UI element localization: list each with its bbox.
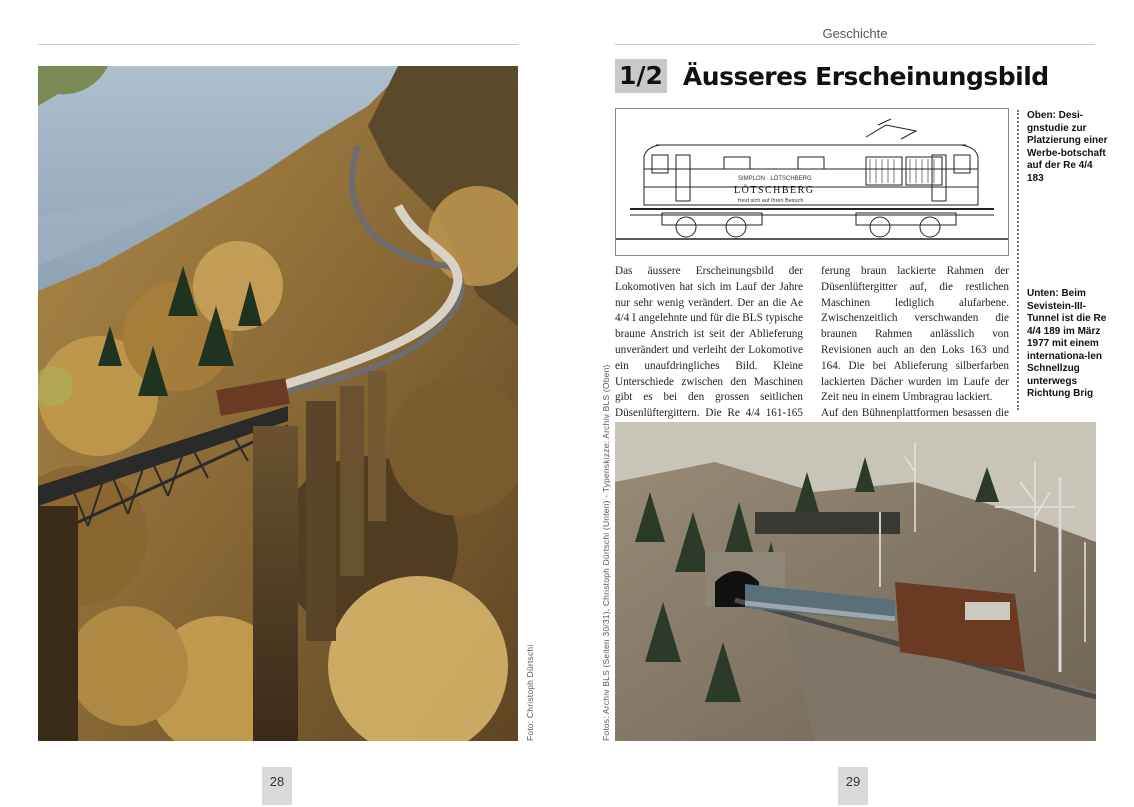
viaduct-photo — [38, 66, 518, 741]
body-column-1 — [615, 264, 803, 438]
tunnel-photo-art — [615, 422, 1096, 741]
section-heading — [615, 58, 1049, 94]
running-head: Geschichte — [822, 26, 888, 41]
locomotive-sketch-art — [616, 109, 1008, 255]
tunnel-photo — [615, 422, 1096, 741]
body-paragraph-1: Das äussere Erscheinungsbild der Lokomotiven hat sich im Lauf der Jahre nur sehr wenig verändert. Der an die Ae 4/4 I angelehnte und für die BLS typische braune Anstrich ist seit der Ablieferung unverändert und verleiht der Lokomotive ein unaufdringliches Bild. Kleine Unterschiede zwischen den Maschinen gibt es bei den grossen seitlichen Düsenlüftergittern. Die Re 4/4 161-165 — [615, 265, 803, 420]
locomotive-type-sketch — [615, 108, 1009, 256]
page-number-left: 28 — [262, 767, 292, 805]
body-paragraph-2: ferung braun lackierte Rahmen der Düsenlüftergitter auf, die restlichen Maschinen lediglich alufarbene. Zwischenzeitlich verschwanden die braunen Rahmen anlässlich von Revisionen auch an den Loks 163 und 164. Die bei Ablieferung silberfarben lackierten Dächer wurden im Laufe der Zeit neu in einem Umbragrau lackiert. — [821, 265, 1009, 404]
body-column-2 — [821, 264, 1009, 438]
body-paragraph-3: Auf den Bühnenplattformen besassen die — [821, 407, 1009, 420]
caption-divider — [1017, 110, 1019, 410]
section-title: Äusseres Erscheinungsbild — [682, 61, 1049, 91]
caption-top: Oben: Desi-gnstudie zur Platzierung einer Werbe-botschaft auf der Re 4/4 183 — [1027, 110, 1108, 184]
right-photo-credit: Fotos: Archiv BLS (Seiten 30/31), Christoph Dürtschi (Unten) - Typenskizze: Archiv BLS (Oben) — [601, 364, 611, 741]
sketch-brand-line: LÖTSCHBERG — [734, 185, 815, 196]
section-number: 1/2 — [615, 59, 667, 93]
sketch-top-line: SIMPLON · LÖTSCHBERG — [738, 176, 812, 182]
viaduct-photo-art — [38, 66, 518, 741]
left-header-rule — [38, 44, 518, 45]
left-photo-credit: Foto: Christoph Dürtschi — [525, 644, 535, 741]
sketch-slogan: freut sich auf Ihren Besuch — [738, 198, 804, 204]
right-header-rule — [615, 44, 1095, 45]
caption-bottom: Unten: Beim Sevistein-III-Tunnel ist die Re 4/4 189 im März 1977 mit einem internationa-len Schnellzug unterwegs Richtung Brig — [1027, 288, 1107, 399]
page-number-right: 29 — [838, 767, 868, 805]
